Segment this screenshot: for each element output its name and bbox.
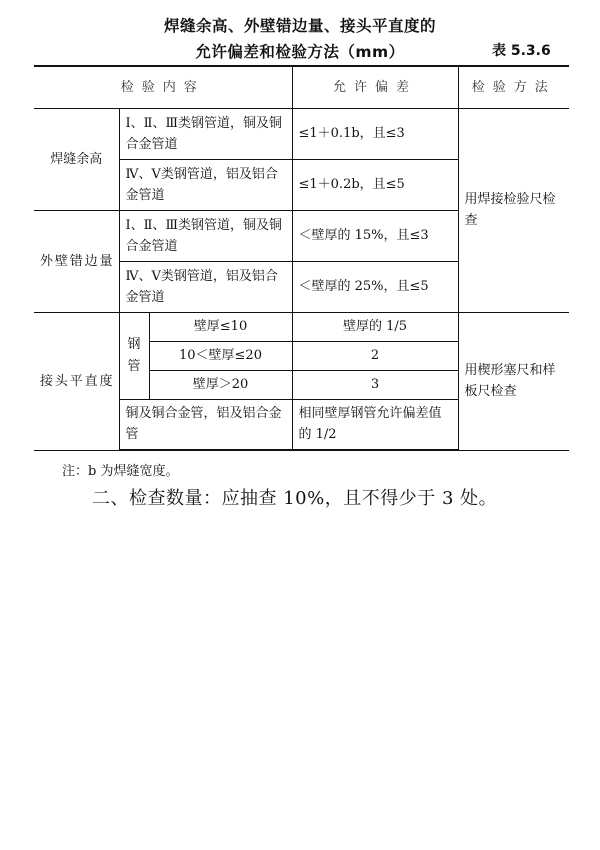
misalign-row1-item: Ⅰ、Ⅱ、Ⅲ类钢管道，铜及铜合金管道 (119, 210, 292, 261)
copper-row-item: 铜及铜合金管，铝及铝合金管 (119, 399, 292, 450)
copper-row-tolerance: 相同壁厚钢管允许偏差值的 1/2 (292, 399, 458, 450)
straight-row3-item: 壁厚＞20 (149, 370, 292, 399)
weld-row1-tolerance: ≤1＋0.1b，且≤3 (292, 108, 458, 159)
weld-row2-item: Ⅳ、Ⅴ类钢管道，铝及铝合金管道 (119, 159, 292, 210)
misalign-row2-tolerance: ＜壁厚的 25%，且≤5 (292, 261, 458, 312)
table-title-line2: 允许偏差和检验方法（mm） (195, 43, 405, 61)
straight-row1-tolerance: 壁厚的 1/5 (292, 312, 458, 341)
weld-reinforcement-label: 焊缝余高 (34, 108, 119, 210)
header-tolerance: 允许偏差 (292, 66, 458, 108)
weld-row2-tolerance: ≤1＋0.2b，且≤5 (292, 159, 458, 210)
straight-row1-item: 壁厚≤10 (149, 312, 292, 341)
straight-row2-tolerance: 2 (292, 341, 458, 370)
misalign-row1-tolerance: ＜壁厚的 15%，且≤3 (292, 210, 458, 261)
header-row (34, 66, 569, 108)
method-welding-gauge: 用焊接检验尺检查 (458, 108, 569, 312)
header-content: 检验内容 (34, 66, 292, 108)
inspection-quantity-paragraph: 二、检查数量：应抽查 10%，且不得少于 3 处。 (92, 488, 498, 509)
straight-row3-tolerance: 3 (292, 370, 458, 399)
tolerance-table (34, 65, 569, 451)
straightness-label: 接头平直度 (34, 312, 119, 450)
table-number: 表 5.3.6 (492, 43, 551, 59)
table-row (34, 312, 569, 341)
steel-pipe-label: 钢管 (127, 336, 141, 374)
misalign-row2-item: Ⅳ、Ⅴ类钢管道，铝及铝合金管道 (119, 261, 292, 312)
weld-row1-item: Ⅰ、Ⅱ、Ⅲ类钢管道，铜及铜合金管道 (119, 108, 292, 159)
table-title-line1: 焊缝余高、外壁错边量、接头平直度的 (163, 17, 436, 35)
method-wedge-gauge: 用楔形塞尺和样板尺检查 (458, 312, 569, 450)
header-method: 检验方法 (458, 66, 569, 108)
straight-row2-item: 10＜壁厚≤20 (149, 341, 292, 370)
table-note: 注：b 为焊缝宽度。 (62, 464, 179, 479)
table-row (34, 108, 569, 159)
misalignment-label: 外壁错边量 (34, 210, 119, 312)
